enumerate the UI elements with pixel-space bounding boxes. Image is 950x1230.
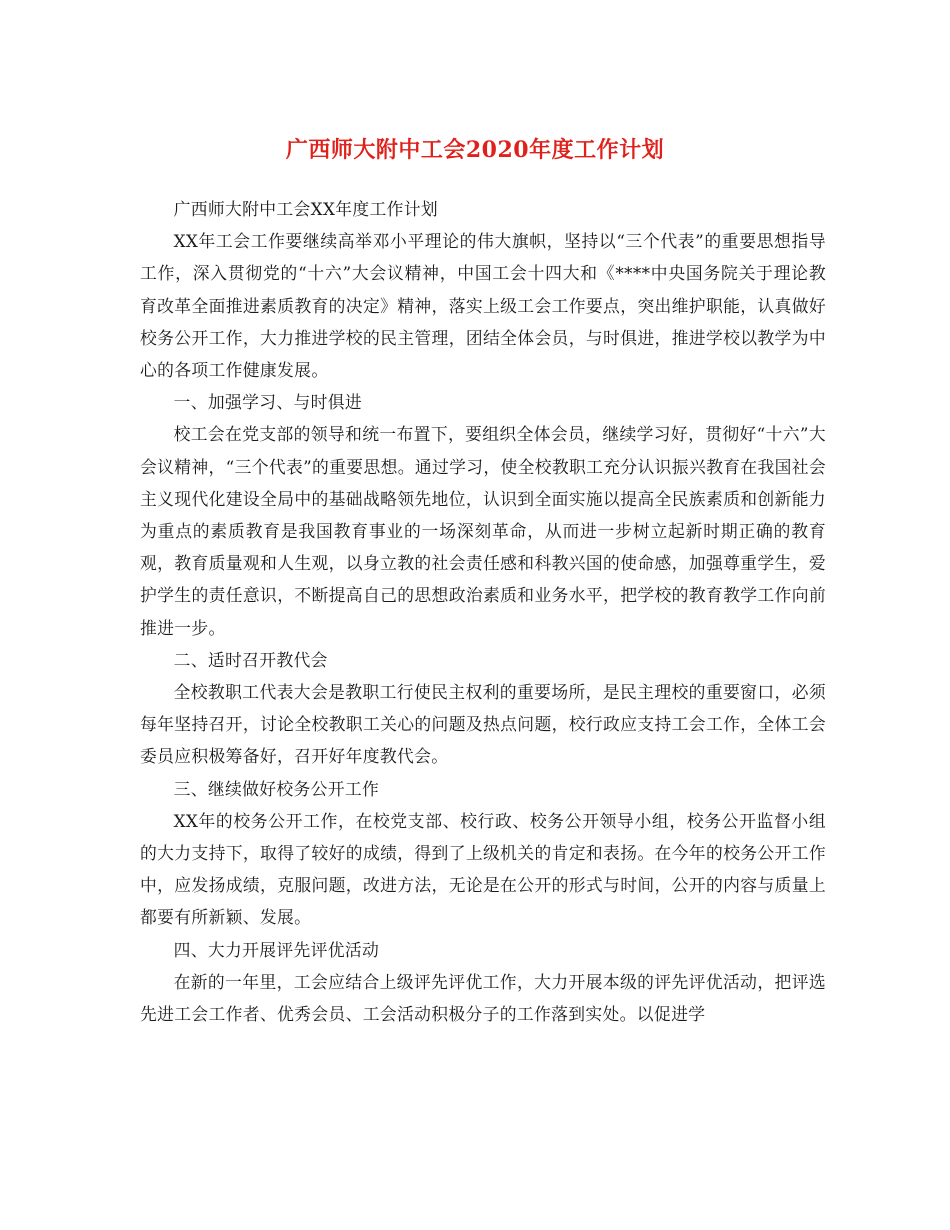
section-heading-4: 四、大力开展评先评优活动	[173, 939, 380, 960]
section-paragraph-2: 全校教职工代表大会是教职工行使民主权利的重要场所，是民主理校的重要窗口，必须每年坚持召开，讨论全校教职工关心的问题及热点问题，校行政应支持工会工作，全体工会委员应积极筹备好，召开好年度教代会。	[140, 682, 826, 767]
section-paragraph-3: XX年的校务公开工作，在校党支部、校行政、校务公开领导小组，校务公开监督小组的大力支持下，取得了较好的成绩，得到了上级机关的肯定和表扬。在今年的校务公开工作中，应发扬成绩，克服问题，改进方法，无论是在公开的形式与时间，公开的内容与质量上都要有所新颖、发展。	[140, 810, 826, 928]
section-heading-2: 二、适时召开教代会	[173, 649, 328, 670]
section-heading-1: 一、加强学习、与时俱进	[173, 392, 363, 413]
intro-paragraph: XX年工会工作要继续高举邓小平理论的伟大旗帜，坚持以“三个代表”的重要思想指导工作，深入贯彻党的“十六”大会议精神，中国工会十四大和《****中央国务院关于理论教育改革全面推进素质教育的决定》精神，落实上级工会工作要点，突出维护职能，认真做好校务公开工作，大力推进学校的民主管理，团结全体会员，与时俱进，推进学校以教学为中心的各项工作健康发展。	[140, 231, 826, 381]
section-paragraph-1: 校工会在党支部的领导和统一布置下，要组织全体会员，继续学习好，贯彻好“十六”大会议精神，“三个代表”的重要思想。通过学习，使全校教职工充分认识振兴教育在我国社会主义现代化建设全局中的基础战略领先地位，认识到全面实施以提高全民族素质和创新能力为重点的素质教育是我国教育事业的一场深刻革命，从而进一步树立起新时期正确的教育观，教育质量观和人生观，以身立教的社会责任感和科教兴国的使命感，加强尊重学生，爱护学生的责任意识，不断提高自己的思想政治素质和业务水平，把学校的教育教学工作向前推进一步。	[140, 424, 826, 638]
document-title: 广西师大附中工会2020年度工作计划	[285, 136, 665, 163]
subtitle-paragraph: 广西师大附中工会XX年度工作计划	[173, 199, 439, 219]
section-paragraph-4: 在新的一年里，工会应结合上级评先评优工作，大力开展本级的评先评优活动，把评选先进工会工作者、优秀会员、工会活动积极分子的工作落到实处。以促进学	[140, 971, 826, 1025]
document-body	[140, 193, 826, 1030]
section-heading-3: 三、继续做好校务公开工作	[173, 778, 380, 799]
